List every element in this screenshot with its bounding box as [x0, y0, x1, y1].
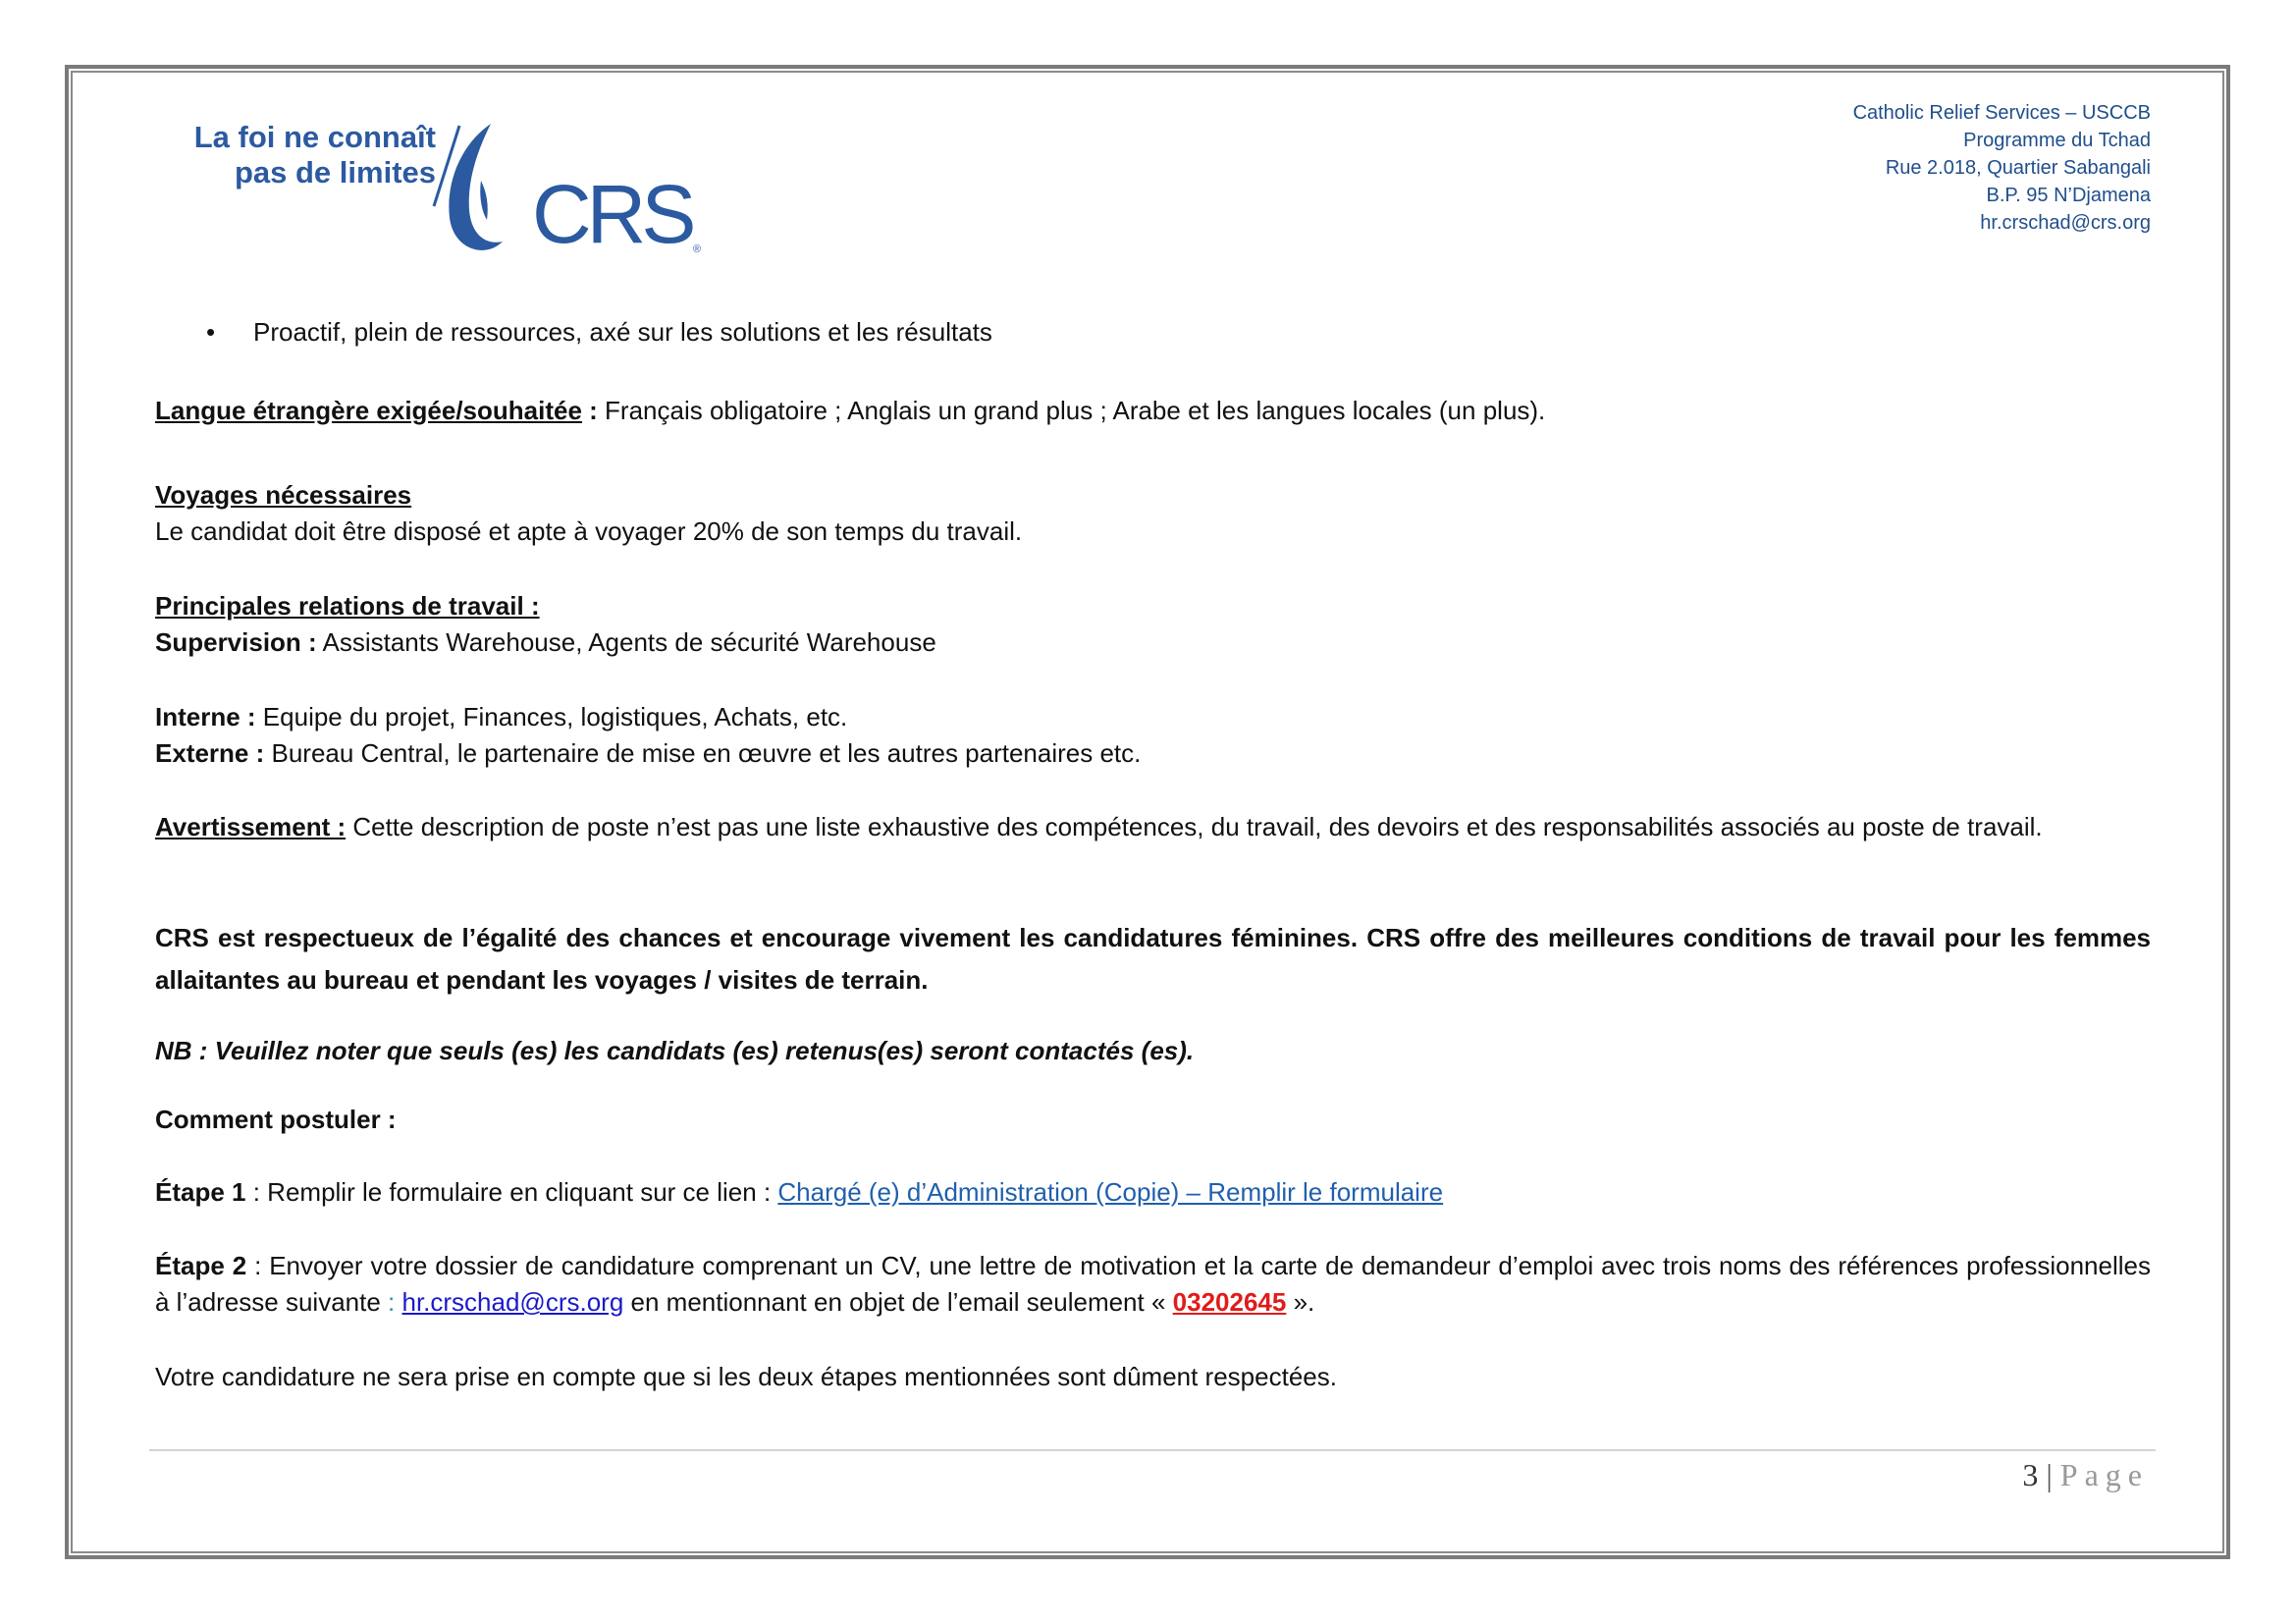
disclaimer-text: Cette description de poste n’est pas une liste exhaustive des compétences, du travail, des devoirs et des responsabilités associés au poste de travail. — [346, 812, 2043, 841]
bullet-dot-icon: • — [206, 317, 216, 347]
relations-supervision — [155, 624, 2151, 661]
step2-text: : Envoyer votre dossier de candidature comprenant un CV, une lettre de motivation et la carte de demandeur d’emploi avec trois noms des références professionnelles à l’adresse suivante — [155, 1251, 2151, 1317]
logo-tagline-line2: pas de limites — [234, 155, 436, 189]
address-org: Catholic Relief Services – USCCB — [1852, 102, 2151, 124]
travel-heading: Voyages nécessaires — [155, 480, 412, 510]
how-to-apply-heading: Comment postuler : — [155, 1105, 397, 1134]
note-paragraph: NB : Veuillez noter que seuls (es) les candidats (es) retenus(es) seront contactés (es). — [155, 1036, 1195, 1065]
step1-paragraph — [155, 1174, 2151, 1211]
step1-label: Étape 1 — [155, 1177, 246, 1207]
supervision-label: Supervision : — [155, 627, 317, 657]
application-email-link[interactable]: hr.crschad@crs.org — [401, 1287, 624, 1317]
step2-text-after: en mentionnant en objet de l’email seulement « — [623, 1287, 1173, 1317]
step1-text: : Remplir le formulaire en cliquant sur ce lien : — [245, 1177, 778, 1207]
application-form-link[interactable]: Chargé (e) d’Administration (Copie) – Remplir le formulaire — [777, 1177, 1444, 1207]
step2-colon: : — [380, 1287, 402, 1317]
logo-wordmark: CRS — [532, 168, 692, 260]
step2-end: ». — [1286, 1287, 1315, 1317]
internal-text: Equipe du projet, Finances, logistiques, Achats, etc. — [255, 702, 848, 731]
footer-divider — [149, 1449, 2156, 1451]
address-email: hr.crschad@crs.org — [1980, 212, 2151, 234]
languages-label: Langue étrangère exigée/souhaitée — [155, 396, 582, 425]
crs-logo — [155, 116, 705, 263]
internal-label: Interne : — [155, 702, 256, 731]
logo-registered-mark: ® — [693, 244, 702, 255]
languages-colon: : — [581, 396, 598, 425]
equal-opportunity-paragraph: CRS est respectueux de l’égalité des chances et encourage vivement les candidatures féminines. CRS offre des meilleures conditions de travail pour les femmes allaitantes au bureau et pendant les voyages / visites de terrain. — [155, 923, 2151, 995]
reference-code: 03202645 — [1172, 1287, 1287, 1317]
disclaimer-label: Avertissement : — [155, 812, 347, 841]
address-po-box: B.P. 95 N’Djamena — [1986, 185, 2151, 206]
bullet-item-text: Proactif, plein de ressources, axé sur les solutions et les résultats — [253, 317, 992, 347]
address-program: Programme du Tchad — [1963, 130, 2151, 151]
relations-internal-external — [155, 699, 2151, 772]
page-number: 3 — [2022, 1457, 2039, 1492]
address-street: Rue 2.018, Quartier Sabangali — [1885, 157, 2151, 179]
logo-tagline — [155, 120, 436, 190]
closing-paragraph: Votre candidature ne sera prise en compte que si les deux étapes mentionnées sont dûment respectées. — [155, 1362, 1337, 1391]
travel-text: Le candidat doit être disposé et apte à voyager 20% de son temps du travail. — [155, 516, 1023, 546]
page-separator: | — [2038, 1457, 2060, 1492]
disclaimer-paragraph — [155, 809, 2151, 845]
supervision-text: Assistants Warehouse, Agents de sécurité Warehouse — [316, 627, 936, 657]
external-text: Bureau Central, le partenaire de mise en œuvre et les autres partenaires etc. — [264, 738, 1142, 768]
step2-label: Étape 2 — [155, 1251, 247, 1280]
relations-section — [155, 588, 2151, 661]
external-label: Externe : — [155, 738, 265, 768]
languages-paragraph — [155, 393, 2151, 429]
page-number-footer — [2022, 1457, 2149, 1493]
languages-text: Français obligatoire ; Anglais un grand plus ; Arabe et les langues locales (un plus). — [597, 396, 1546, 425]
crs-flame-icon — [420, 116, 508, 263]
relations-heading: Principales relations de travail : — [155, 591, 540, 621]
page-word: Page — [2059, 1457, 2149, 1492]
step2-paragraph — [155, 1248, 2151, 1321]
address-block — [1853, 99, 2151, 237]
logo-tagline-line1: La foi ne connaît — [193, 120, 436, 154]
relations-external — [155, 735, 2151, 772]
relations-internal — [155, 699, 2151, 735]
travel-section — [155, 477, 2151, 550]
